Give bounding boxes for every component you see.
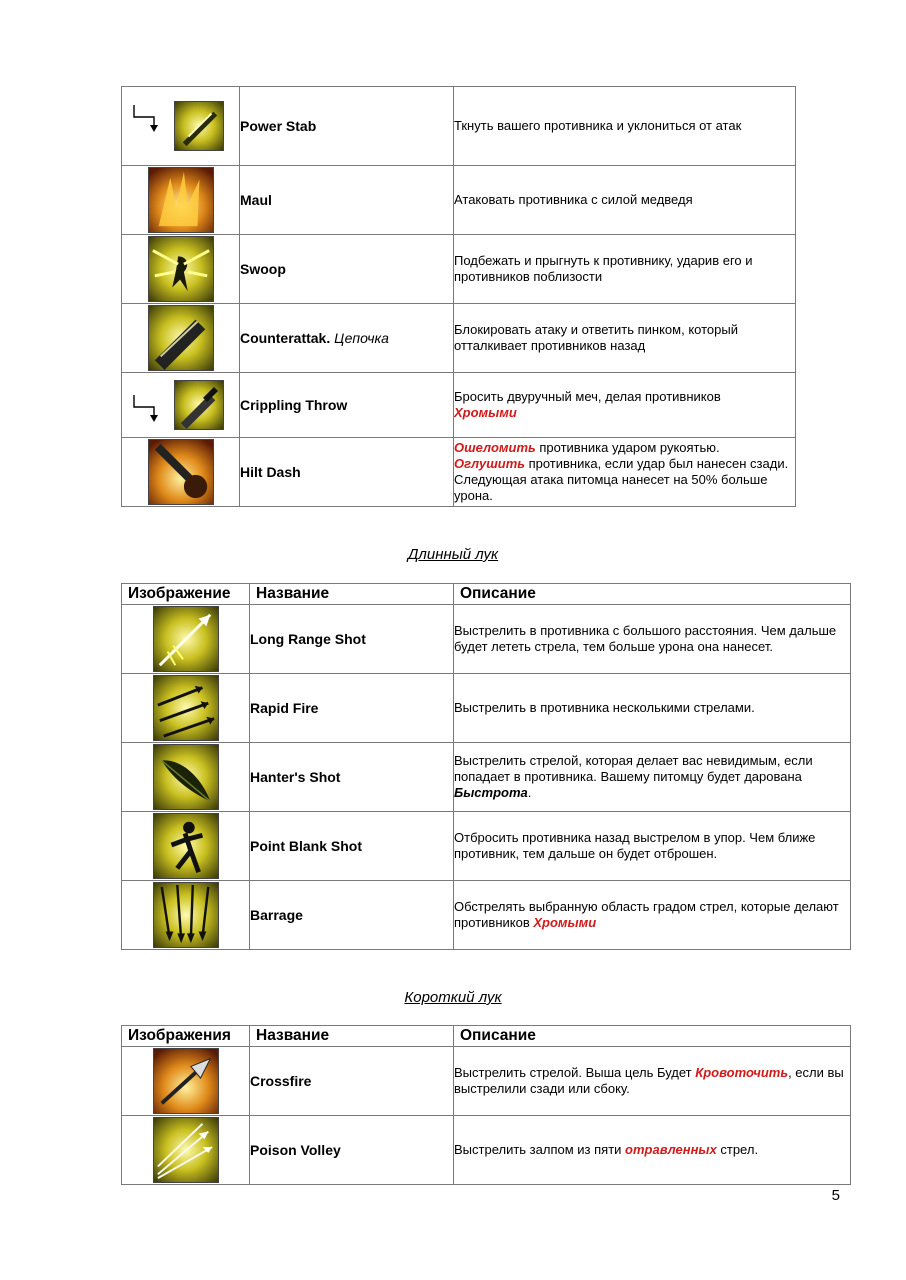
rapid-fire-icon — [153, 675, 219, 741]
image-cell — [122, 373, 240, 438]
table-row — [122, 881, 851, 950]
skill-description: Ткнуть вашего противника и уклониться от атак — [454, 87, 796, 166]
table-row — [122, 743, 851, 812]
desc-text: Выстрелить стрелой, которая делает вас невидимым, если попадает в противника. Вашему питомцу будет дарована — [454, 753, 813, 784]
table-row — [122, 235, 796, 304]
image-cell — [122, 1116, 250, 1185]
page-number: 5 — [831, 1187, 840, 1204]
skill-name: Crippling Throw — [240, 373, 454, 438]
table-row — [122, 304, 796, 373]
point-blank-shot-icon — [153, 813, 219, 879]
table-row — [122, 373, 796, 438]
skill-name: Crossfire — [250, 1047, 454, 1116]
section-title-longbow: Длинный лук — [407, 546, 499, 563]
desc-text: противника ударом рукоятью. — [535, 440, 720, 455]
column-header-name: Название — [250, 584, 454, 605]
crossfire-icon — [153, 1048, 219, 1114]
desc-text: , если вы выстрелили сзади или сбоку. — [454, 1065, 844, 1096]
skill-name: Poison Volley — [250, 1116, 454, 1185]
skill-name-text: Counterattak. — [240, 330, 331, 346]
table-row — [122, 438, 796, 507]
skill-name: Maul — [240, 166, 454, 235]
status-highlight: Хромыми — [533, 915, 597, 930]
skill-name: Hilt Dash — [240, 438, 454, 507]
skill-name: Point Blank Shot — [250, 812, 454, 881]
image-cell — [122, 674, 250, 743]
skill-name: Power Stab — [240, 87, 454, 166]
skill-description: Блокировать атаку и ответить пинком, который отталкивает противников назад — [454, 304, 796, 373]
table-row — [122, 87, 796, 166]
table-header-row — [122, 584, 851, 605]
skill-description: Атаковать противника с силой медведя — [454, 166, 796, 235]
status-highlight: отравленных — [625, 1142, 717, 1157]
skill-description — [454, 743, 851, 812]
skill-description — [454, 881, 851, 950]
image-cell — [122, 881, 250, 950]
skill-name: Barrage — [250, 881, 454, 950]
skill-name-suffix: Цепочка — [334, 330, 389, 346]
skill-description: Выстрелить в противника с большого расстояния. Чем дальше будет лететь стрела, тем больше урона она нанесет. — [454, 605, 851, 674]
image-cell — [122, 438, 240, 507]
column-header-name: Название — [250, 1026, 454, 1047]
table-row — [122, 674, 851, 743]
desc-text: Выстрелить стрелой. Выша цель Будет — [454, 1065, 692, 1080]
column-header-description: Описание — [454, 1026, 851, 1047]
table-header-row — [122, 1026, 851, 1047]
table-row — [122, 812, 851, 881]
desc-text: Бросить двуручный меч, делая противников — [454, 389, 721, 404]
maul-icon — [148, 167, 214, 233]
image-cell — [122, 812, 250, 881]
skill-name: Long Range Shot — [250, 605, 454, 674]
long-range-shot-icon — [153, 606, 219, 672]
status-highlight: Ошеломить — [454, 440, 536, 455]
swoop-icon — [148, 236, 214, 302]
skill-description: Подбежать и прыгнуть к противнику, ударив его и противников поблизости — [454, 235, 796, 304]
image-cell — [122, 87, 240, 166]
desc-text: противника, если удар был нанесен сзади. Следующая атака питомца нанесет на 50% больше урона. — [454, 456, 789, 503]
skill-name: Hanter's Shot — [250, 743, 454, 812]
column-header-image: Изображение — [122, 584, 250, 605]
desc-text: Выстрелить залпом из пяти — [454, 1142, 622, 1157]
column-header-description: Описание — [454, 584, 851, 605]
column-header-image: Изображения — [122, 1026, 250, 1047]
section-title-shortbow: Короткий лук — [404, 989, 502, 1006]
desc-text: Обстрелять выбранную область градом стрел, которые делают противников — [454, 899, 839, 930]
skill-description: Отбросить противника назад выстрелом в упор. Чем ближе противник, тем дальше он будет отброшен. — [454, 812, 851, 881]
counterattack-icon — [148, 305, 214, 371]
table-row — [122, 1047, 851, 1116]
table-row — [122, 605, 851, 674]
status-highlight: Оглушить — [454, 456, 525, 471]
skills-table-longbow — [121, 583, 851, 950]
skill-description: Выстрелить в противника несколькими стрелами. — [454, 674, 851, 743]
table-row — [122, 166, 796, 235]
crippling-throw-icon — [174, 380, 224, 430]
status-emphasis: Быстрота — [454, 785, 528, 800]
image-cell — [122, 166, 240, 235]
image-cell — [122, 235, 240, 304]
chain-arrow-icon — [132, 393, 158, 423]
image-cell — [122, 605, 250, 674]
hunters-shot-icon — [153, 744, 219, 810]
hilt-dash-icon — [148, 439, 214, 505]
status-highlight: Хромыми — [454, 405, 517, 420]
skill-description — [454, 373, 796, 438]
image-cell — [122, 743, 250, 812]
skill-name — [240, 304, 454, 373]
skills-table-shortbow — [121, 1025, 851, 1185]
skill-name: Rapid Fire — [250, 674, 454, 743]
image-cell — [122, 304, 240, 373]
desc-text: стрел. — [716, 1142, 759, 1157]
image-cell — [122, 1047, 250, 1116]
status-highlight: Кровоточить — [695, 1065, 789, 1080]
power-stab-icon — [174, 101, 224, 151]
skill-description — [454, 1047, 851, 1116]
desc-text: . — [527, 785, 532, 800]
skill-name: Swoop — [240, 235, 454, 304]
table-row — [122, 1116, 851, 1185]
poison-volley-icon — [153, 1117, 219, 1183]
skill-description — [454, 1116, 851, 1185]
skill-description — [454, 438, 796, 507]
barrage-icon — [153, 882, 219, 948]
skills-table-continued — [121, 86, 796, 507]
chain-arrow-icon — [132, 103, 158, 133]
